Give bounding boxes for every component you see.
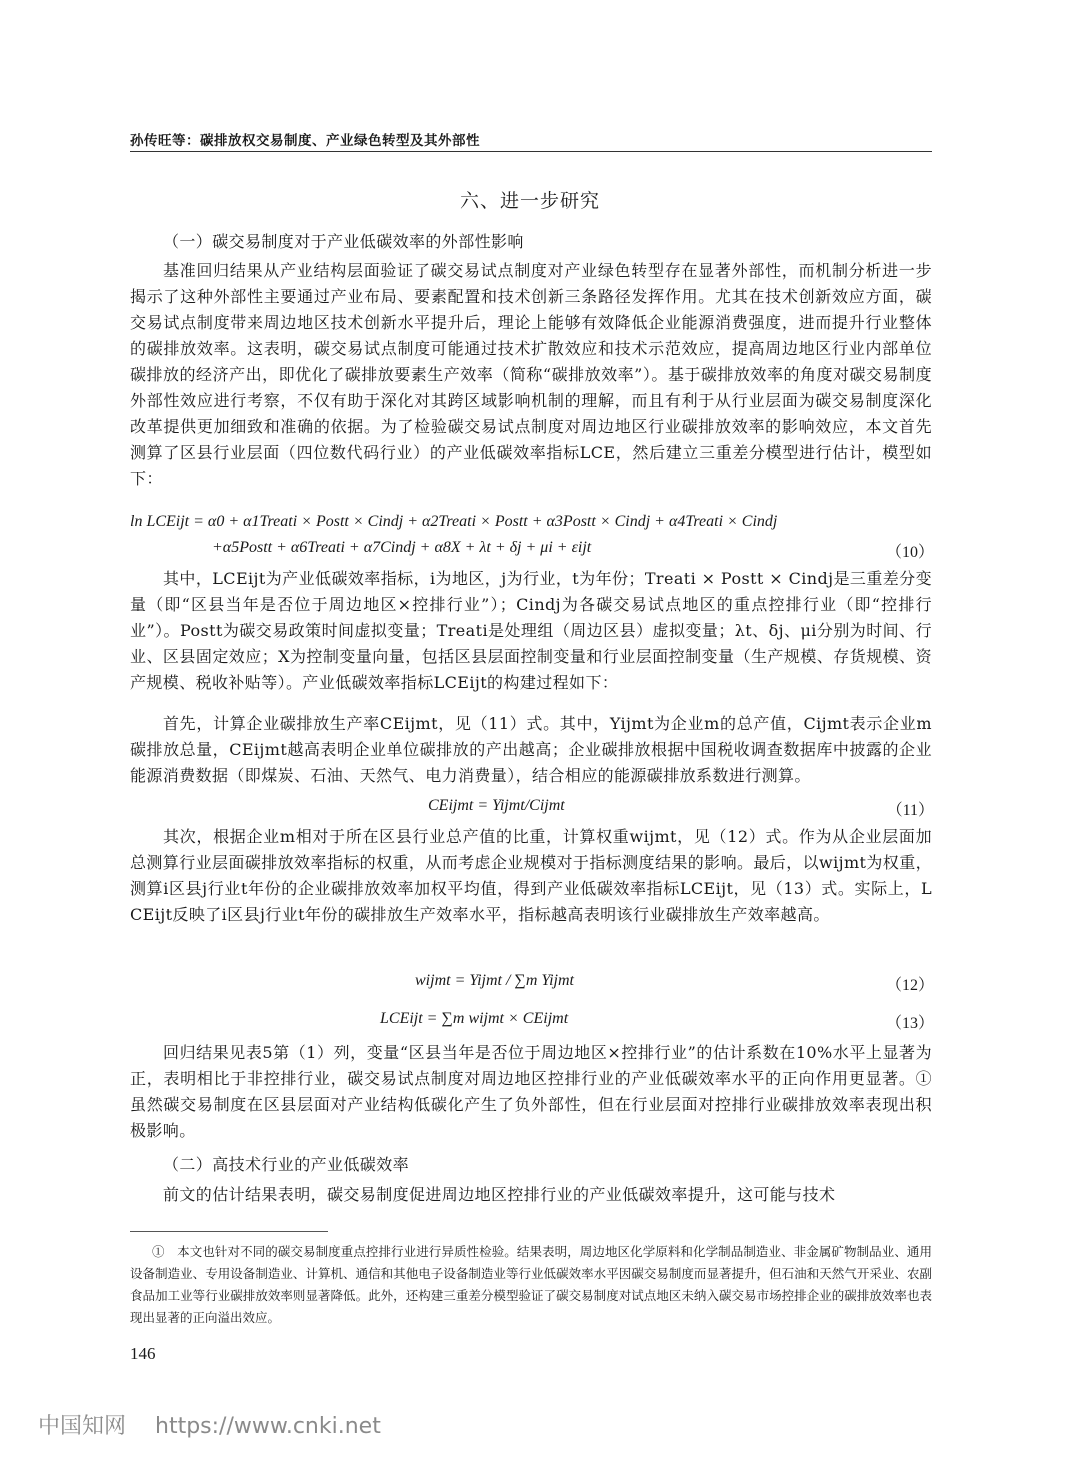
running-header: 孙传旺等：碳排放权交易制度、产业绿色转型及其外部性 [130,133,480,149]
page-number: 146 [130,1344,156,1363]
subsection-heading-1: （一）碳交易制度对于产业低碳效率的外部性影响 [163,232,524,251]
subsection-heading-2: （二）高技术行业的产业低碳效率 [163,1155,410,1174]
section-title: 六、进一步研究 [459,190,600,212]
equation-11-number: （11） [886,802,934,819]
equation-12: wijmt = Yijmt / ∑m Yijmt [415,972,574,989]
equation-10-number: （10） [885,544,934,561]
equation-13-number: （13） [885,1015,934,1032]
equation-12-number: （12） [885,977,934,994]
watermark-site-name: 中国知网 [38,1414,127,1439]
paragraph-6: 前文的估计结果表明，碳交易制度促进周边地区控排行业的产业低碳效率提升，这可能与技术 [163,1185,836,1204]
paragraph-5: 回归结果见表5第（1）列，变量“区县当年是否位于周边地区×控排行业”的估计系数在10%水平上显著为正，表明相比于非控排行业，碳交易试点制度对周边地区控排行业的产业低碳效率水平的正向作用更显著。①虽然碳交易制度在区县层面对产业结构低碳化产生了负外部性，但在行业层面对控排行业碳排放效率表现出积极影响。 [130,1043,932,1140]
equation-10-line-1: ln LCEijt = α0 + α1Treati × Postt × Cindj + α2Treati × Postt + α3Postt × Cindj + α4Treati × Cindj [130,513,778,530]
equation-13: LCEijt = ∑m wijmt × CEijmt [380,1010,569,1027]
footnote-1: ① 本文也针对不同的碳交易制度重点控排行业进行异质性检验。结果表明，周边地区化学原料和化学制品制造业、非金属矿物制品业、通用设备制造业、专用设备制造业、计算机、通信和其他电子设备制造业等行业低碳效率水平因碳交易制度而显著提升，但石油和天然气开采业、农副食品加工业等行业碳排放效率则显著降低。此外，还构建三重差分模型验证了碳交易制度对试点地区未纳入碳交易市场控排企业的碳排放效率也表现出显著的正向溢出效应。 [130,1244,932,1325]
paragraph-4: 其次，根据企业m相对于所在区县行业总产值的比重，计算权重wijmt，见（12）式。作为从企业层面加总测算行业层面碳排放效率指标的权重，从而考虑企业规模对于指标测度结果的影响。最后，以wijmt为权重，测算i区县j行业t年份的企业碳排放效率加权平均值，得到产业低碳效率指标LCEijt，见（13）式。实际上，LCEijt反映了i区县j行业t年份的碳排放生产效率水平，指标越高表明该行业碳排放生产效率越高。 [130,827,932,924]
header-divider [130,151,932,152]
paragraph-2: 其中，LCEijt为产业低碳效率指标，i为地区，j为行业，t为年份；Treati × Postt × Cindj是三重差分变量（即“区县当年是否位于周边地区×控排行业”）；Cindj为各碳交易试点地区的重点控排行业（即“控排行业”）。Postt为碳交易政策时间虚拟变量；Treati是处理组（周边区县）虚拟变量；λt、δj、μi分别为时间、行业、区县固定效应；X为控制变量向量，包括区县层面控制变量和行业层面控制变量（生产规模、存货规模、资产规模、税收补贴等）。产业低碳效率指标LCEijt的构建过程如下： [130,569,932,692]
footnote-divider [130,1231,328,1232]
equation-11: CEijmt = Yijmt/Cijmt [428,797,565,814]
paragraph-3: 首先，计算企业碳排放生产率CEijmt，见（11）式。其中，Yijmt为企业m的总产值，Cijmt表示企业m碳排放总量，CEijmt越高表明企业单位碳排放的产出越高；企业碳排放根据中国税收调查数据库中披露的企业能源消费数据（即煤炭、石油、天然气、电力消费量），结合相应的能源碳排放系数进行测算。 [130,714,932,785]
watermark [38,1409,381,1440]
equation-10-line-2: +α5Postt + α6Treati + α7Cindj + α8X + λt + δj + μi + εijt [212,539,592,556]
paragraph-1: 基准回归结果从产业结构层面验证了碳交易试点制度对产业绿色转型存在显著外部性，而机制分析进一步揭示了这种外部性主要通过产业布局、要素配置和技术创新三条路径发挥作用。尤其在技术创新效应方面，碳交易试点制度带来周边地区技术创新水平提升后，理论上能够有效降低企业能源消费强度，进而提升行业整体的碳排放效率。这表明，碳交易试点制度可能通过技术扩散效应和技术示范效应，提高周边地区行业内部单位碳排放的经济产出，即优化了碳排放要素生产效率（简称“碳排放效率”）。基于碳排放效率的角度对碳交易制度外部性效应进行考察，不仅有助于深化对其跨区域影响机制的理解，而且有利于从行业层面为碳交易制度深化改革提供更加细致和准确的依据。为了检验碳交易试点制度对周边地区行业碳排放效率的影响效应，本文首先测算了区县行业层面（四位数代码行业）的产业低碳效率指标LCE，然后建立三重差分模型进行估计，模型如下： [130,261,932,488]
watermark-url[interactable]: https://www.cnki.net [155,1414,381,1439]
